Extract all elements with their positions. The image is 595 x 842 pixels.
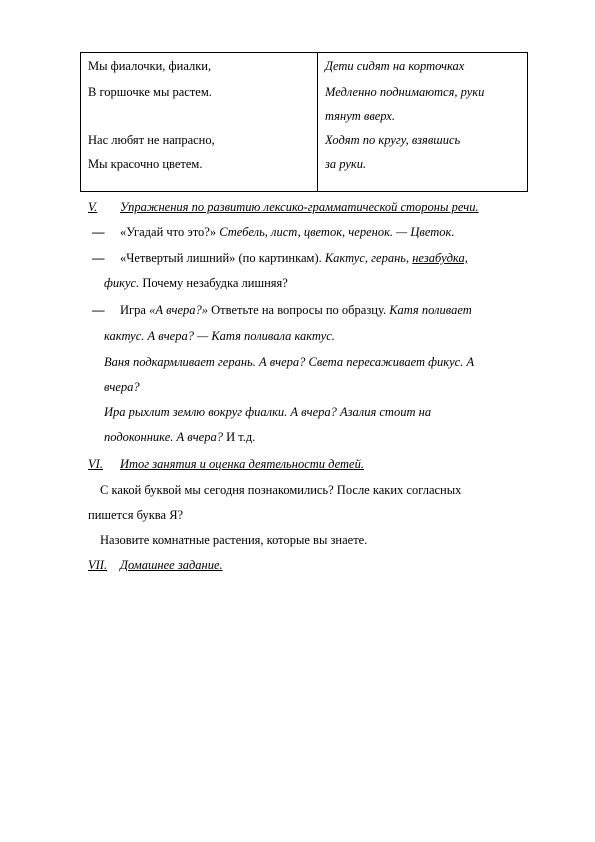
exercise-2 [120, 252, 468, 265]
dash-1: — [92, 225, 105, 239]
movement-line-4: Ходят по кругу, взявшись [325, 133, 461, 147]
exercise-3-etc: И т.д. [226, 430, 256, 444]
summary-line-2: пишется буква Я? [88, 508, 184, 522]
exercise-3-game: Игра [120, 303, 146, 317]
section-v-number: V. [88, 200, 98, 214]
section-vii-number: VII. [88, 558, 108, 572]
movement-line-2: Медленно поднимаются, руки [325, 85, 485, 99]
summary-line-1: С какой буквой мы сегодня познакомились? После каких согласных [100, 483, 462, 497]
exercise-2-odd-word: незабудка, [412, 251, 468, 265]
verse-line-3: Нас любят не напрасно, [88, 133, 215, 147]
exercise-3-example: Катя поливает [389, 303, 472, 317]
exercise-2-last-word: фикус. [104, 276, 140, 290]
exercise-3-line-5: Ира рыхлит землю вокруг фиалки. А вчера? Азалия стоит на [104, 405, 432, 419]
exercise-1 [120, 226, 455, 239]
dash-3: — [92, 303, 105, 317]
exercise-2-words: Кактус, герань, [324, 251, 410, 265]
exercise-3-line-4: вчера? [104, 380, 140, 394]
exercise-1-text: Стебель, лист, цветок, черенок. — Цветок. [219, 225, 455, 239]
section-vii-title: Домашнее задание. [120, 558, 223, 572]
movement-line-1: Дети сидят на корточках [325, 59, 465, 73]
exercise-3-name: «А вчера?» [149, 303, 209, 317]
verse-line-4: Мы красочно цветем. [88, 157, 203, 171]
exercise-2-title: «Четвертый лишний» (по картинкам). [120, 251, 322, 265]
section-v-title: Упражнения по развитию лексико-грамматической стороны речи. [120, 200, 479, 214]
exercise-3-line-3: Ваня подкармливает герань. А вчера? Света пересаживает фикус. А [104, 355, 475, 369]
table-column-divider [317, 52, 318, 192]
exercise-3-instruction: Ответьте на вопросы по образцу. [211, 303, 387, 317]
section-vi-number: VI. [88, 457, 103, 471]
movement-line-3: тянут вверх. [325, 109, 395, 123]
verse-line-1: Мы фиалочки, фиалки, [88, 59, 212, 73]
exercise-3-line-6-text: подоконнике. А вчера? [104, 430, 223, 444]
exercise-3-line-2: кактус. А вчера? — Катя поливала кактус. [104, 329, 335, 343]
exercise-2-line-2 [104, 277, 288, 290]
verse-table [80, 52, 528, 192]
summary-line-3: Назовите комнатные растения, которые вы знаете. [100, 533, 368, 547]
dash-2: — [92, 251, 105, 265]
movement-line-5: за руки. [325, 157, 367, 171]
exercise-2-question: Почему незабудка лишняя? [142, 276, 288, 290]
exercise-3 [120, 304, 472, 317]
exercise-1-title: «Угадай что это?» [120, 225, 217, 239]
verse-line-2: В горшочке мы растем. [88, 85, 212, 99]
section-vi-title: Итог занятия и оценка деятельности детей. [120, 457, 364, 471]
exercise-3-line-6 [104, 431, 255, 444]
